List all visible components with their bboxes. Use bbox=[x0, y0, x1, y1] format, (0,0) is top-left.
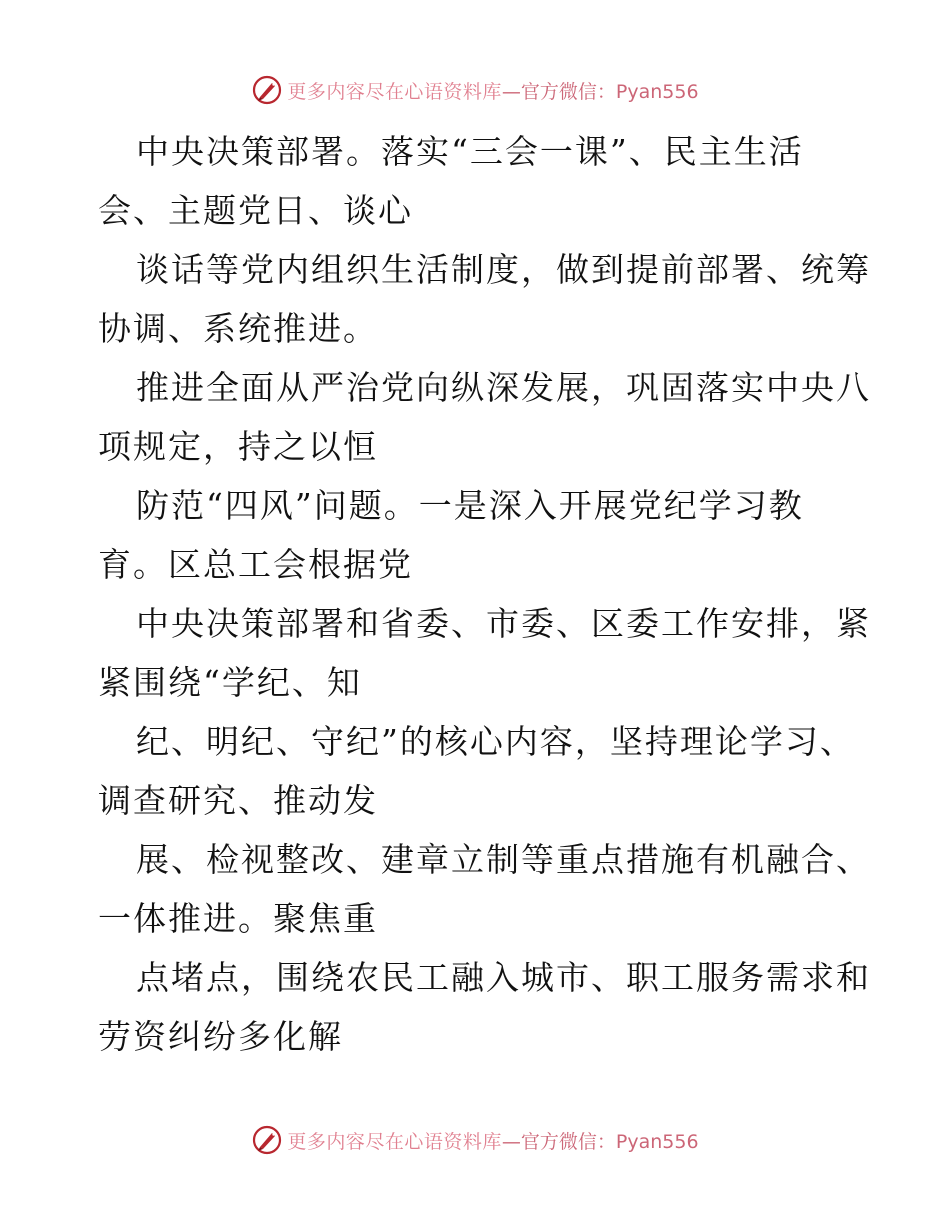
body-line: 紧围绕“学纪、知 bbox=[98, 663, 362, 702]
body-line: 劳资纠纷多化解 bbox=[98, 1017, 343, 1056]
body-line: 中央决策部署。落实“三会一课”、民主生活 bbox=[136, 132, 804, 171]
body-line: 防范“四风”问题。一是深入开展党纪学习教 bbox=[136, 486, 804, 525]
body-line: 纪、明纪、守纪”的核心内容，坚持理论学习、 bbox=[136, 722, 855, 761]
body-line: 展、检视整改、建章立制等重点措施有机融合、 bbox=[136, 840, 871, 879]
footer-watermark-wechat: —官方微信：Pyan556 bbox=[501, 1130, 699, 1153]
document-body bbox=[98, 122, 871, 1066]
pen-logo-icon bbox=[251, 74, 283, 106]
body-line: 项规定，持之以恒 bbox=[98, 427, 378, 466]
header-watermark-text: 更多内容尽在心语资料库 bbox=[287, 80, 502, 103]
footer-watermark bbox=[0, 1120, 950, 1160]
body-line: 谈话等党内组织生活制度，做到提前部署、统筹 bbox=[136, 250, 871, 289]
pen-logo-icon bbox=[251, 1124, 283, 1156]
body-line: 点堵点，围绕农民工融入城市、职工服务需求和 bbox=[136, 958, 871, 997]
header-watermark-wechat: —官方微信：Pyan556 bbox=[501, 80, 699, 103]
body-line: 育。区总工会根据党 bbox=[98, 545, 413, 584]
body-line: 会、主题党日、谈心 bbox=[98, 191, 413, 230]
body-line: 协调、系统推进。 bbox=[98, 309, 378, 348]
body-line: 调查研究、推动发 bbox=[98, 781, 378, 820]
header-watermark bbox=[0, 70, 950, 110]
body-line: 中央决策部署和省委、市委、区委工作安排，紧 bbox=[136, 604, 871, 643]
body-line: 推进全面从严治党向纵深发展，巩固落实中央八 bbox=[136, 368, 871, 407]
footer-watermark-text: 更多内容尽在心语资料库 bbox=[287, 1130, 502, 1153]
body-line: 一体推进。聚焦重 bbox=[98, 899, 378, 938]
